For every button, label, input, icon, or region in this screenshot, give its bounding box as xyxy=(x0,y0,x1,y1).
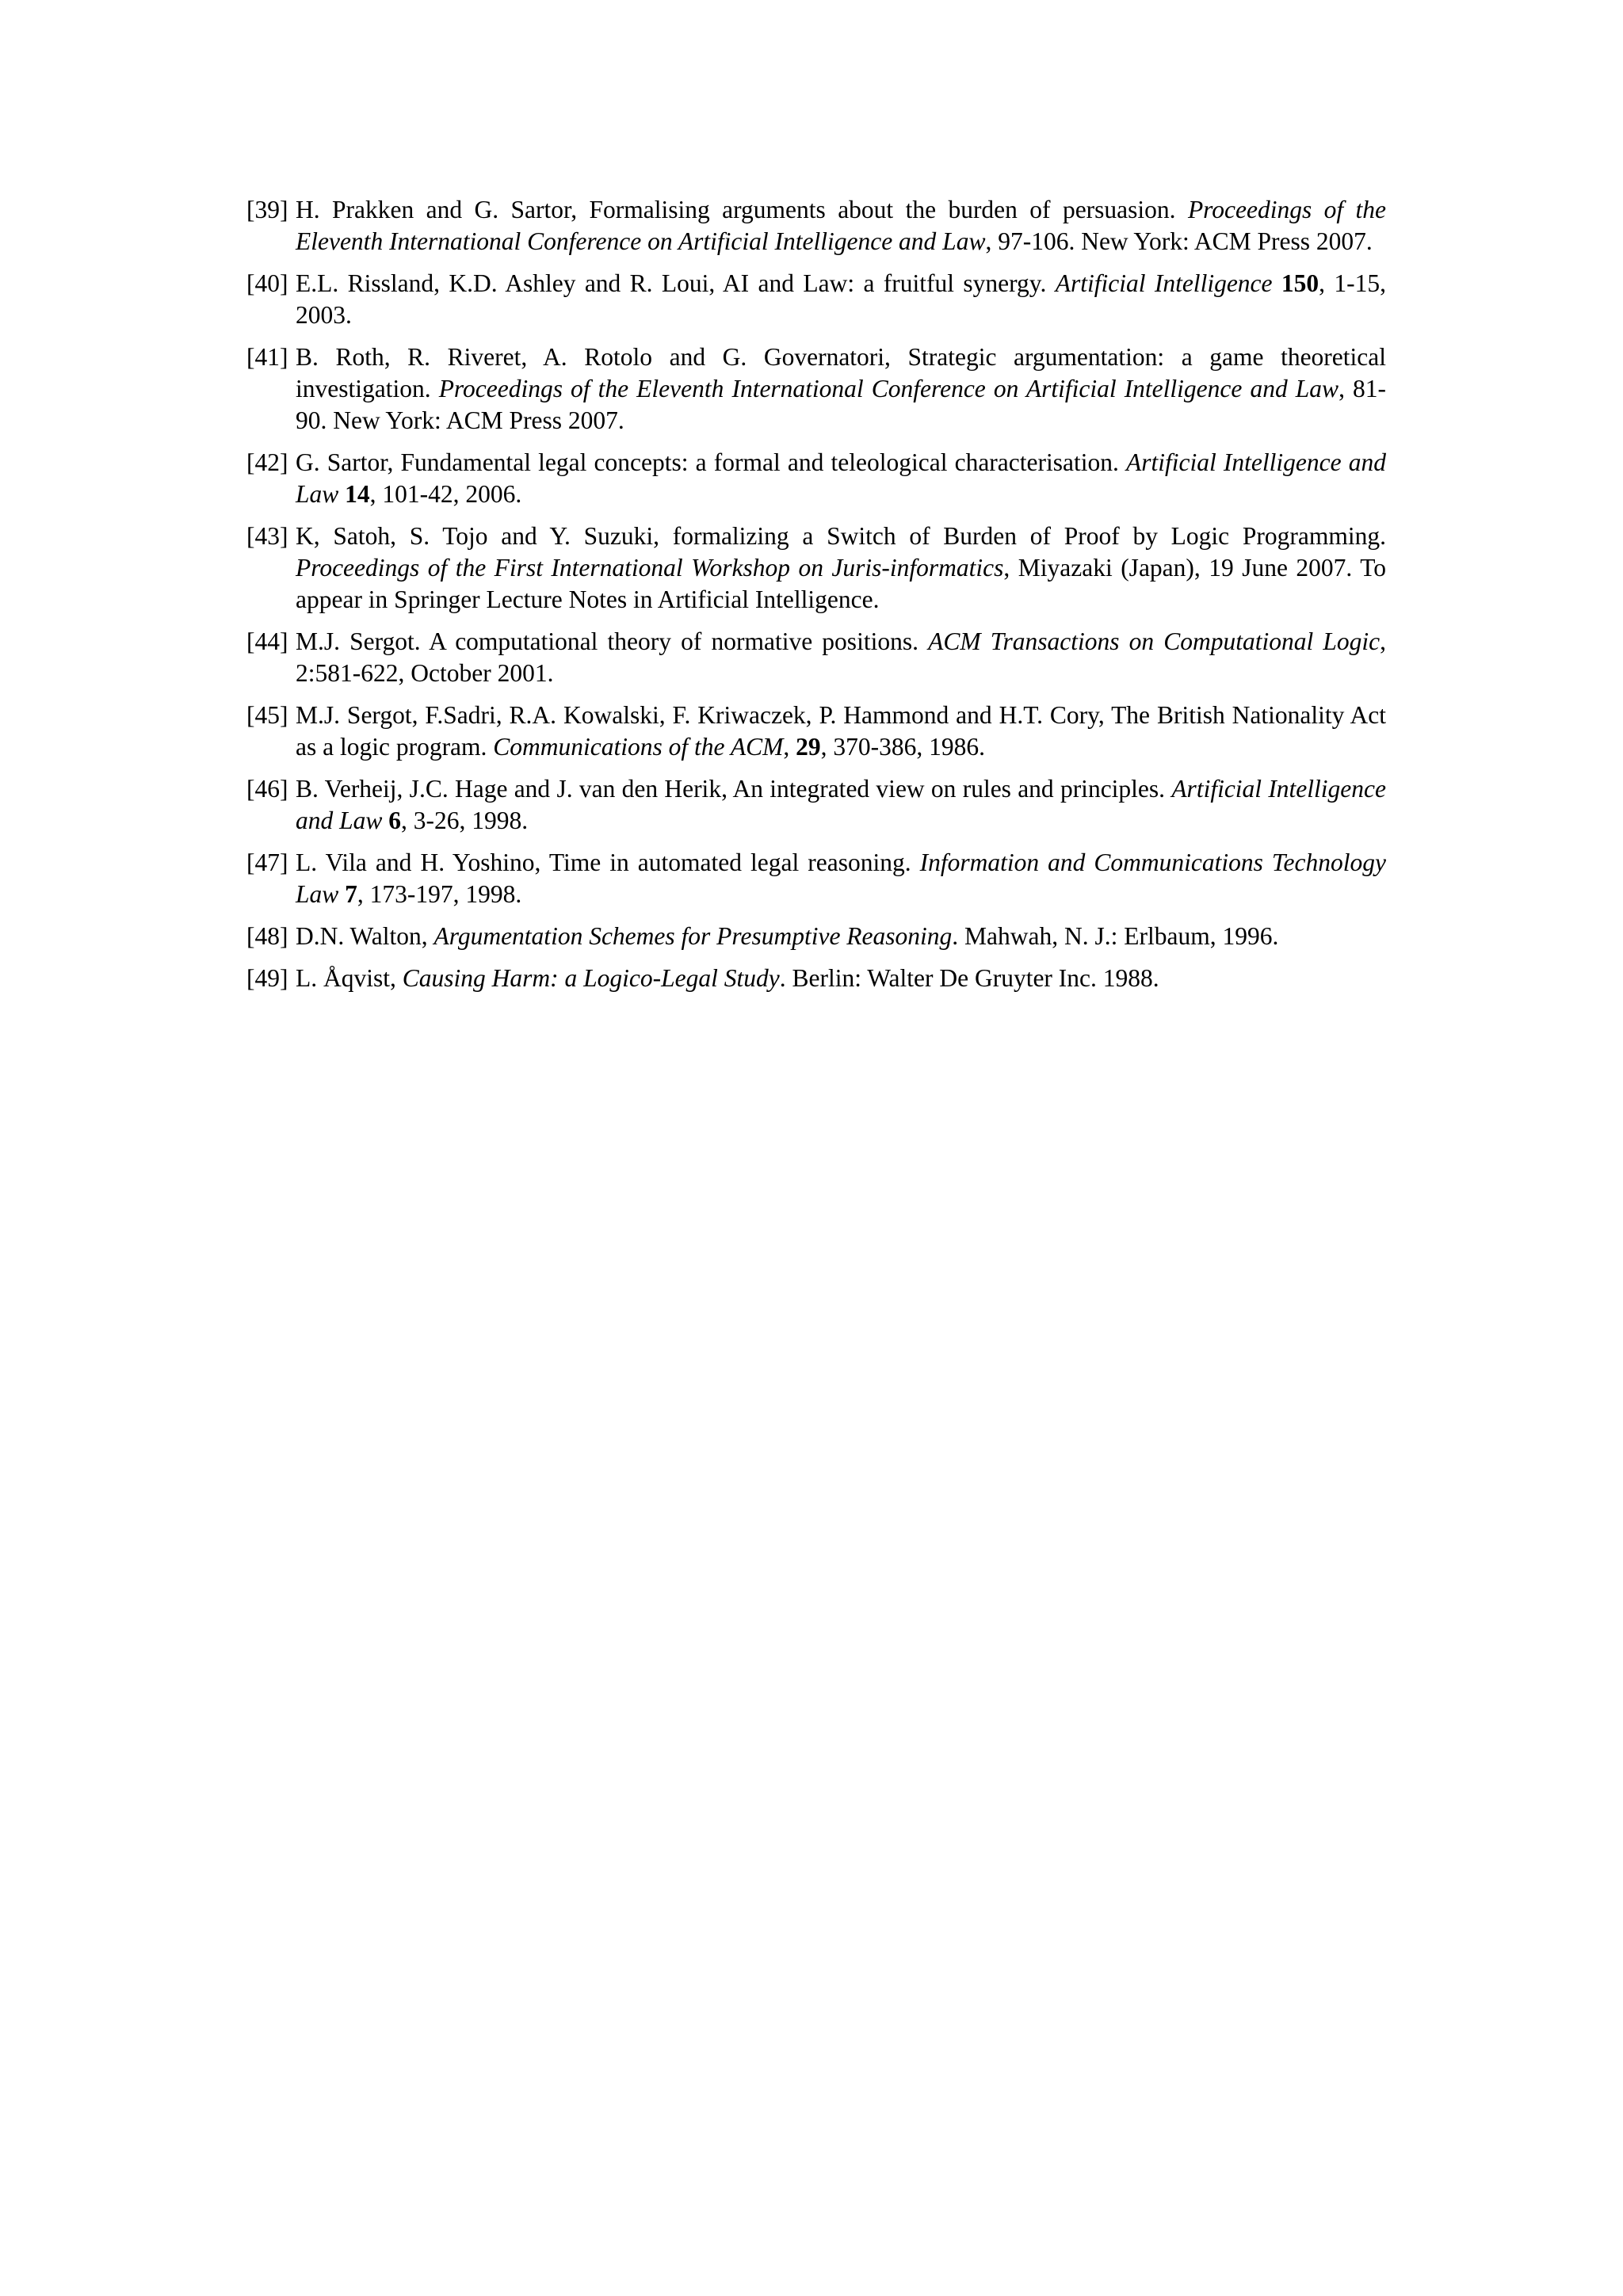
reference-entry xyxy=(246,521,1386,616)
reference-text-segment: L. Vila and H. Yoshino, Time in automated legal reasoning. xyxy=(296,849,920,876)
reference-text-segment: , 2:581-622, October 2001. xyxy=(296,627,1386,687)
reference-entry xyxy=(246,921,1386,952)
reference-text-segment: , xyxy=(783,733,796,761)
reference-text-segment: M.J. Sergot, F.Sadri, R.A. Kowalski, F. Kriwaczek, P. Hammond and H.T. Cory, The British Nationality Act as a logic program. xyxy=(296,701,1386,761)
reference-title-italic: Argumentation Schemes for Presumptive Reasoning xyxy=(433,922,953,950)
reference-text xyxy=(296,847,1386,910)
reference-text xyxy=(296,341,1386,437)
reference-text-segment: B. Verheij, J.C. Hage and J. van den Herik, An integrated view on rules and principles. xyxy=(296,775,1172,803)
reference-text xyxy=(296,773,1386,837)
reference-text-segment: K, Satoh, S. Tojo and Y. Suzuki, formalizing a Switch of Burden of Proof by Logic Programming. xyxy=(296,522,1386,550)
reference-title-italic: Artificial Intelligence xyxy=(1055,269,1273,297)
reference-number: [46] xyxy=(246,775,288,803)
reference-number: [47] xyxy=(246,849,288,876)
reference-volume-bold: 7 xyxy=(345,880,357,908)
reference-text xyxy=(296,963,1386,994)
reference-text-segment: G. Sartor, Fundamental legal concepts: a formal and teleological characterisation. xyxy=(296,448,1127,476)
reference-text-segment: , 97-106. New York: ACM Press 2007. xyxy=(985,227,1373,255)
reference-entry xyxy=(246,773,1386,837)
reference-title-italic: Proceedings of the Eleventh International Conference on Artificial Intelligence and Law xyxy=(296,196,1386,255)
reference-text-segment: D.N. Walton, xyxy=(296,922,434,950)
reference-text xyxy=(296,194,1386,257)
reference-number: [44] xyxy=(246,627,288,655)
reference-entry xyxy=(246,700,1386,763)
reference-text xyxy=(296,268,1386,331)
reference-title-italic: Communications of the ACM xyxy=(493,733,784,761)
reference-number: [43] xyxy=(246,522,288,550)
reference-text-segment: , 3-26, 1998. xyxy=(401,807,529,834)
reference-title-italic: Artificial Intelligence and Law xyxy=(296,775,1386,834)
reference-volume-bold: 150 xyxy=(1281,269,1319,297)
reference-entry xyxy=(246,341,1386,437)
reference-text-segment: H. Prakken and G. Sartor, Formalising arguments about the burden of persuasion. xyxy=(296,196,1188,223)
reference-text-segment: , 370-386, 1986. xyxy=(820,733,985,761)
reference-title-italic: Proceedings of the First International Workshop on Juris-informatics xyxy=(296,554,1004,582)
reference-text xyxy=(296,700,1386,763)
reference-text-segment: B. Roth, R. Riveret, A. Rotolo and G. Governatori, Strategic argumentation: a game theoretical investigation. xyxy=(296,343,1386,402)
reference-number: [41] xyxy=(246,343,288,371)
reference-entry xyxy=(246,268,1386,331)
reference-entry xyxy=(246,963,1386,994)
reference-title-italic: Proceedings of the Eleventh International Conference on Artificial Intelligence and Law xyxy=(438,375,1339,402)
reference-number: [49] xyxy=(246,964,288,992)
reference-entry xyxy=(246,847,1386,910)
reference-entry xyxy=(246,447,1386,510)
reference-text-segment: , 1-15, 2003. xyxy=(296,269,1386,329)
reference-entry xyxy=(246,194,1386,257)
reference-text-segment: E.L. Rissland, K.D. Ashley and R. Loui, AI and Law: a fruitful synergy. xyxy=(296,269,1056,297)
reference-title-italic: ACM Transactions on Computational Logic xyxy=(928,627,1381,655)
reference-number: [45] xyxy=(246,701,288,729)
reference-title-italic: Artificial Intelligence and Law xyxy=(296,448,1386,508)
reference-number: [39] xyxy=(246,196,288,223)
reference-text-segment: L. Åqvist, xyxy=(296,964,403,992)
reference-volume-bold: 14 xyxy=(345,480,370,508)
reference-title-italic: Causing Harm: a Logico-Legal Study xyxy=(402,964,780,992)
reference-number: [42] xyxy=(246,448,288,476)
reference-title-italic: Information and Communications Technology Law xyxy=(296,849,1387,908)
reference-text xyxy=(296,521,1386,616)
reference-text-segment: , Miyazaki (Japan), 19 June 2007. To appear in Springer Lecture Notes in Artificial Intelligence. xyxy=(296,554,1386,613)
reference-volume-bold: 6 xyxy=(388,807,402,834)
reference-number: [48] xyxy=(246,922,288,950)
reference-text-segment: . Mahwah, N. J.: Erlbaum, 1996. xyxy=(952,922,1279,950)
reference-text xyxy=(296,447,1386,510)
reference-list xyxy=(246,194,1386,1005)
reference-text-segment: , 101-42, 2006. xyxy=(369,480,522,508)
reference-text-segment xyxy=(338,880,345,908)
reference-number: [40] xyxy=(246,269,288,297)
reference-text xyxy=(296,921,1386,952)
reference-text-segment: , 81-90. New York: ACM Press 2007. xyxy=(296,375,1387,434)
reference-text-segment: M.J. Sergot. A computational theory of normative positions. xyxy=(296,627,929,655)
reference-text-segment xyxy=(1273,269,1281,297)
reference-entry xyxy=(246,626,1386,689)
reference-volume-bold: 29 xyxy=(796,733,821,761)
reference-text xyxy=(296,626,1386,689)
reference-text-segment: . Berlin: Walter De Gruyter Inc. 1988. xyxy=(779,964,1159,992)
reference-text-segment xyxy=(338,480,345,508)
reference-text-segment: , 173-197, 1998. xyxy=(357,880,522,908)
